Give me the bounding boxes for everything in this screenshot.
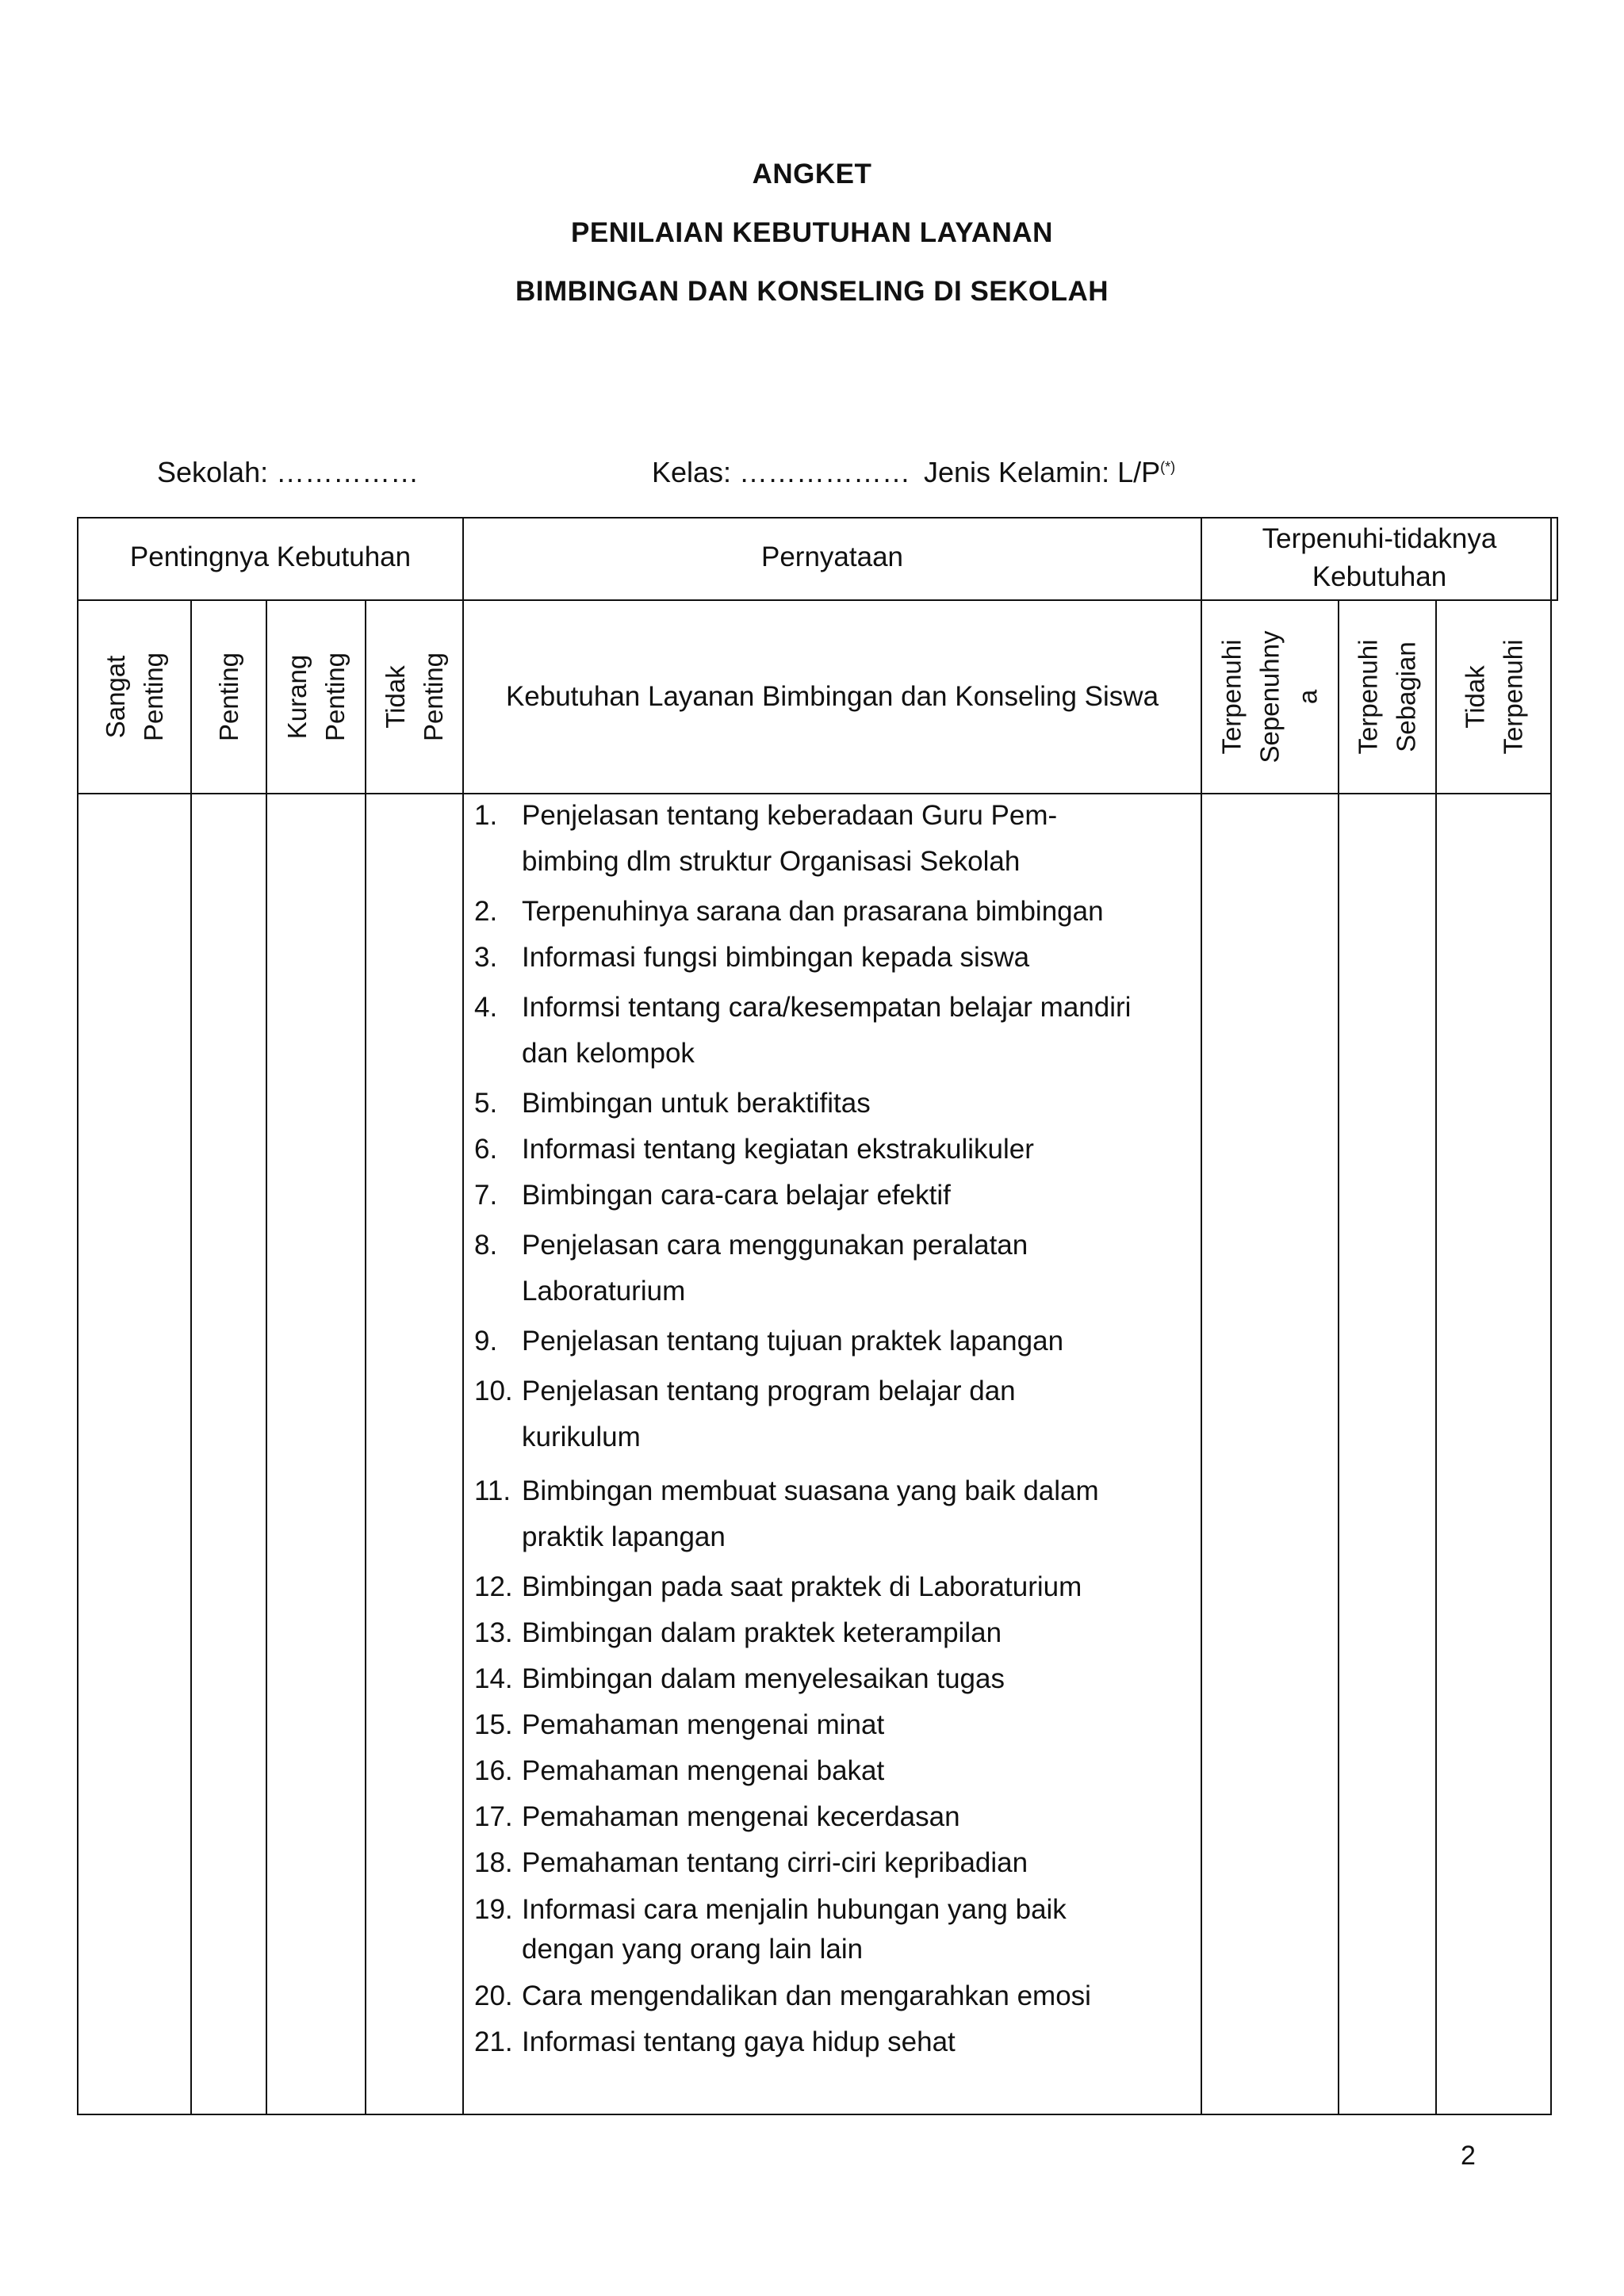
statement-text: Bimbingan dalam praktek keterampilan (522, 1617, 1002, 1648)
group-header-terpenuhi-line1: Terpenuhi-tidaknya (1262, 523, 1497, 554)
col-header-tidak-penting (366, 601, 462, 793)
statement-number: 15. (474, 1709, 513, 1740)
sekolah-field: Sekolah: …………… (157, 456, 419, 488)
statement-number: 3. (474, 942, 498, 973)
statement-number: 4. (474, 992, 498, 1023)
jenis-kelamin-note: (*) (1160, 459, 1176, 475)
statement-item (474, 1085, 1204, 1123)
header-right-edge-line (1557, 517, 1558, 601)
col-header-sangat-penting (79, 601, 190, 793)
statement-text: Informasi cara menjalin hubungan yang baik (522, 1894, 1067, 1925)
statement-list (474, 793, 1204, 2069)
statement-item (474, 1977, 1204, 2015)
statement-item (474, 1844, 1204, 1882)
statement-text: Penjelasan cara menggunakan peralatan (522, 1230, 1028, 1261)
statement-text: Terpenuhinya sarana dan prasarana bimbingan (522, 896, 1104, 927)
col-kurang-line1: Kurang (282, 654, 312, 740)
statement-text-cont: Laboraturium (522, 1276, 686, 1307)
statement-text: Bimbingan cara-cara belajar efektif (522, 1180, 951, 1211)
statement-text: Bimbingan untuk beraktifitas (522, 1088, 871, 1119)
col-sangat-line2: Penting (138, 652, 168, 741)
group-header-pernyataan: Pernyataan (760, 541, 904, 572)
statement-text: Penjelasan tentang tujuan praktek lapangan (522, 1326, 1064, 1357)
statement-text: Informasi tentang gaya hidup sehat (522, 2026, 956, 2057)
col-tidakterpenuhi-line2: Terpenuhi (1498, 639, 1528, 755)
statement-item (474, 1706, 1204, 1744)
statement-text: Bimbingan membuat suasana yang baik dalam (522, 1475, 1099, 1506)
statement-number: 6. (474, 1134, 498, 1165)
statement-number: 9. (474, 1326, 498, 1357)
statement-number: 12. (474, 1571, 513, 1602)
statement-number: 13. (474, 1617, 513, 1648)
statement-text: Cara mengendalikan dan mengarahkan emosi (522, 1980, 1091, 2011)
col-penting-line1: Penting (213, 652, 243, 741)
statement-text-cont: bimbing dlm struktur Organisasi Sekolah (522, 846, 1021, 877)
statement-number: 21. (474, 2026, 513, 2057)
statement-number: 14. (474, 1663, 513, 1694)
statement-text: Pemahaman mengenai bakat (522, 1755, 885, 1786)
col-sebagian-line1: Terpenuhi (1353, 639, 1383, 755)
col-header-kurang-penting (267, 601, 365, 793)
col-sepenuhnya-line2: Sepenuhny (1254, 630, 1285, 763)
statement-text-cont: dengan yang orang lain lain (522, 1934, 864, 1965)
statement-item (474, 1223, 1204, 1314)
statement-number: 8. (474, 1230, 498, 1261)
statement-item (474, 985, 1204, 1077)
document-subtitle-1: PENILAIAN KEBUTUHAN LAYANAN (571, 217, 1053, 248)
statement-number: 2. (474, 896, 498, 927)
statement-item (474, 1798, 1204, 1836)
statement-item (474, 1322, 1204, 1360)
statement-number: 17. (474, 1801, 513, 1832)
statement-text-cont: kurikulum (522, 1422, 641, 1452)
col-sebagian-line2: Sebagian (1391, 641, 1421, 752)
col-header-penting (192, 601, 266, 793)
statement-text: Informasi tentang kegiatan ekstrakulikuler (522, 1134, 1034, 1165)
statement-text: Pemahaman mengenai kecerdasan (522, 1801, 960, 1832)
statement-number: 10. (474, 1376, 513, 1406)
group-header-pentingnya: Pentingnya Kebutuhan (129, 541, 412, 572)
column-divider-4 (1338, 599, 1339, 2115)
statement-number: 7. (474, 1180, 498, 1211)
statement-item (474, 1368, 1204, 1460)
statement-number: 18. (474, 1847, 513, 1878)
document-subtitle-2: BIMBINGAN DAN KONSELING DI SEKOLAH (515, 276, 1109, 307)
statement-text-cont: praktik lapangan (522, 1521, 726, 1552)
column-divider-5 (1435, 599, 1437, 2115)
statement-item (474, 2023, 1204, 2061)
statement-number: 19. (474, 1894, 513, 1925)
statement-number: 11. (474, 1475, 511, 1506)
col-tidak-line1: Tidak (380, 665, 410, 729)
document-title: ANGKET (752, 159, 872, 189)
statement-item (474, 1177, 1204, 1215)
statement-item (474, 1660, 1204, 1698)
col-header-terpenuhi-sebagian (1339, 601, 1435, 793)
header-top-extension-line (1201, 517, 1558, 519)
statement-item (474, 893, 1204, 931)
col-kurang-line2: Penting (320, 652, 350, 741)
column-divider-main-left (462, 517, 464, 2115)
statement-item (474, 1568, 1204, 1606)
statement-text: Bimbingan dalam menyelesaikan tugas (522, 1663, 1005, 1694)
column-divider-3 (365, 599, 366, 2115)
jenis-kelamin-field (924, 456, 1175, 489)
statement-item (474, 1752, 1204, 1790)
col-sepenuhnya-line3: a (1293, 689, 1323, 705)
jenis-kelamin-label: Jenis Kelamin: L/P (924, 456, 1161, 488)
statement-number: 16. (474, 1755, 513, 1786)
col-sangat-line1: Sangat (100, 655, 130, 739)
column-divider-2 (266, 599, 267, 2115)
statement-number: 5. (474, 1088, 498, 1119)
statement-text: Pemahaman tentang cirri-ciri kepribadian (522, 1847, 1028, 1878)
statement-text: Penjelasan tentang keberadaan Guru Pem- (522, 800, 1058, 831)
statement-text: Pemahaman mengenai minat (522, 1709, 885, 1740)
statement-item (474, 793, 1204, 885)
statement-item (474, 1131, 1204, 1169)
statement-item (474, 1890, 1204, 1969)
statement-text: Penjelasan tentang program belajar dan (522, 1376, 1016, 1406)
col-tidak-line2: Penting (418, 652, 448, 741)
statement-text: Informsi tentang cara/kesempatan belajar mandiri (522, 992, 1132, 1023)
statement-text: Informasi fungsi bimbingan kepada siswa (522, 942, 1030, 973)
statement-number: 1. (474, 800, 498, 831)
col-header-tidak-terpenuhi (1437, 601, 1552, 793)
group-header-terpenuhi-line2: Kebutuhan (1312, 561, 1447, 592)
page-number: 2 (1461, 2141, 1476, 2171)
kelas-field: Kelas: ……………… (652, 456, 911, 488)
group-header-terpenuhi (1202, 520, 1557, 596)
statement-item (474, 939, 1204, 977)
statement-text: Bimbingan pada saat praktek di Laboraturium (522, 1571, 1082, 1602)
statement-item (474, 1468, 1204, 1560)
col-header-terpenuhi-sepenuhnya (1202, 601, 1338, 793)
statement-text-cont: dan kelompok (522, 1038, 695, 1069)
col-tidakterpenuhi-line1: Tidak (1460, 665, 1490, 729)
column-divider-1 (190, 599, 192, 2115)
col-header-statement: Kebutuhan Layanan Bimbingan dan Konseling Siswa (505, 681, 1159, 712)
statement-number: 20. (474, 1980, 513, 2011)
col-sepenuhnya-line1: Terpenuhi (1216, 639, 1247, 755)
statement-item (474, 1614, 1204, 1652)
